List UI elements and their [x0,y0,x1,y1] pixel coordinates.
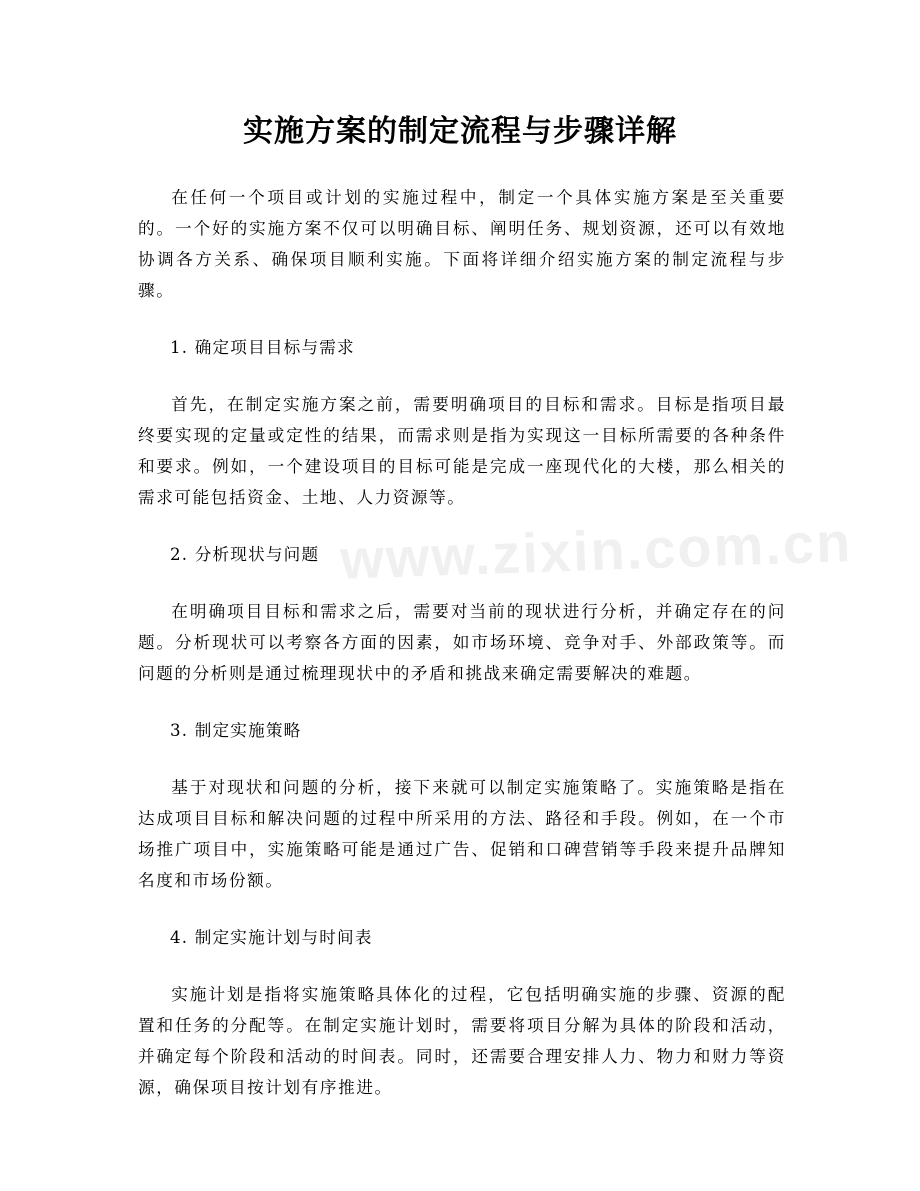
section-body-3: 基于对现状和问题的分析，接下来就可以制定实施策略了。实施策略是指在达成项目目标和解决问题的过程中所采用的方法、路径和手段。例如，在一个市场推广项目中，实施策略可能是通过广告、促销和口碑营销等手段来提升品牌知名度和市场份额。 [138,778,786,890]
page-title: 实施方案的制定流程与步骤详解 [243,114,677,149]
section-body-1: 首先，在制定实施方案之前，需要明确项目的目标和需求。目标是指项目最终要实现的定量或定性的结果，而需求则是指为实现这一目标所需要的各种条件和要求。例如，一个建设项目的目标可能是完成一座现代化的大楼，那么相关的需求可能包括资金、土地、人力资源等。 [138,395,786,507]
section-body-2: 在明确项目目标和需求之后，需要对当前的现状进行分析，并确定存在的问题。分析现状可以考察各方面的因素，如市场环境、竞争对手、外部政策等。而问题的分析则是通过梳理现状中的矛盾和挑战来确定需要解决的难题。 [138,602,786,683]
section-heading-3: 3. 制定实施策略 [170,721,302,740]
document-body [138,182,786,1129]
watermark: www.zixin.com.cn [339,510,854,591]
section-body-4: 实施计划是指将实施策略具体化的过程，它包括明确实施的步骤、资源的配置和任务的分配等。在制定实施计划时，需要将项目分解为具体的阶段和活动，并确定每个阶段和活动的时间表。同时，还需要合理安排人力、物力和财力等资源，确保项目按计划有序推进。 [138,985,786,1097]
section-heading-2: 2. 分析现状与问题 [170,545,320,564]
section-heading-4: 4. 制定实施计划与时间表 [170,928,373,947]
intro-paragraph: 在任何一个项目或计划的实施过程中，制定一个具体实施方案是至关重要的。一个好的实施方案不仅可以明确目标、阐明任务、规划资源，还可以有效地协调各方关系、确保项目顺利实施。下面将详细介绍实施方案的制定流程与步骤。 [138,188,786,300]
section-heading-1: 1. 确定项目目标与需求 [170,338,355,357]
